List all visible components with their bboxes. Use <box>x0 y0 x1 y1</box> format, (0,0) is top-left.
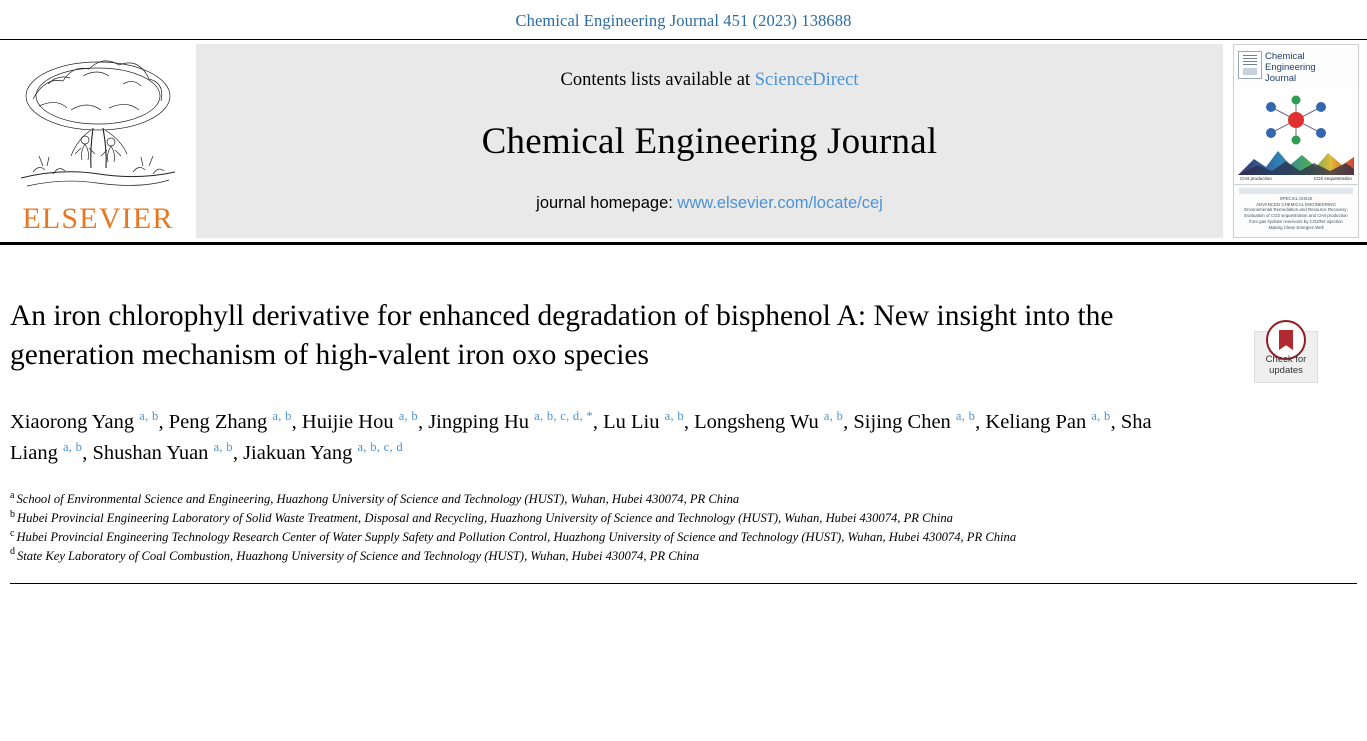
affiliation-text: School of Environmental Science and Engineering, Huazhong University of Science and Technology (HUST), Wuhan, Hubei 430074, PR China <box>16 491 740 506</box>
author-affiliation-marks: a, b <box>272 409 292 424</box>
affiliation-text: Hubei Provincial Engineering Laboratory of Solid Waste Treatment, Disposal and Recycling, Huazhong University of Science and Technology (HUST), Wuhan, Hubei 430074, PR China <box>17 510 953 525</box>
masthead-bottom-rule <box>0 242 1367 245</box>
cover-caption-left: CH4 production <box>1240 175 1272 181</box>
running-head-text: Chemical Engineering Journal 451 (2023) 138688 <box>515 11 852 30</box>
elsevier-tree-icon <box>13 54 183 204</box>
elsevier-wordmark: ELSEVIER <box>22 202 174 235</box>
journal-cover-thumbnail <box>1233 44 1359 238</box>
author-separator: , <box>1110 411 1121 434</box>
author-name: Keliang Pan $^{a, b}$ <box>985 409 1111 434</box>
author-separator: , <box>592 411 604 434</box>
crossmark-label <box>1255 355 1317 377</box>
journal-homepage-link[interactable]: www.elsevier.com/locate/cej <box>677 193 883 212</box>
author-name: Jiakuan Yang $^{a, b, c, d}$ <box>243 440 403 465</box>
cover-title <box>1265 51 1316 85</box>
author-separator: , <box>417 411 429 434</box>
author-list <box>10 407 1200 469</box>
page-title: An iron chlorophyll derivative for enhanced degradation of bisphenol A: New insight into the generation mechanism of high-valent iron oxo species <box>10 300 1114 372</box>
crossmark-box <box>1254 331 1318 383</box>
affiliation-item <box>10 510 1190 528</box>
affiliation-item <box>10 491 1190 509</box>
crossmark-label-line1: Check for <box>1265 354 1307 366</box>
author-separator: , <box>843 411 854 434</box>
affiliation-mark: b <box>10 508 15 520</box>
affiliation-text: State Key Laboratory of Coal Combustion, Huazhong University of Science and Technology (HUST), Wuhan, Hubei 430074, PR China <box>17 548 699 563</box>
author-affiliation-marks: a, b <box>62 440 83 455</box>
crossmark-badge[interactable] <box>1251 331 1321 383</box>
author-separator: , <box>158 411 169 434</box>
author-separator: , <box>291 411 302 434</box>
cover-footer-text: SPECIAL ISSUE ADVANCED CHEMICAL ENGINEERING Environmental Remediation and Resource Recovery: Evaluation of CO2 sequestration and CH4 production from gas hydrate reservoirs by CO2/N2 injection Making Clean Energies Well <box>1244 195 1348 231</box>
contents-line <box>561 70 859 91</box>
molecule-icon <box>1253 95 1339 145</box>
author-name: Longsheng Wu $^{a, b}$ <box>694 409 844 434</box>
cover-footer <box>1234 185 1358 232</box>
affiliation-item <box>10 529 1190 547</box>
sciencedirect-link[interactable]: ScienceDirect <box>754 69 859 90</box>
author-name: Sha Liang $^{a, b}$ <box>10 411 1152 465</box>
cover-footer-band <box>1239 188 1353 194</box>
affiliation-mark: c <box>10 527 15 539</box>
journal-title: Chemical Engineering Journal <box>481 120 938 162</box>
cover-header <box>1234 45 1358 85</box>
article-bottom-rule <box>10 583 1357 584</box>
cover-title-line3: Journal <box>1265 73 1297 85</box>
author-name: Shushan Yuan $^{a, b}$ <box>92 440 233 465</box>
affiliation-item <box>10 548 1190 566</box>
author-name: Sijing Chen $^{a, b}$ <box>853 409 976 434</box>
cover-title-line2: Engineering <box>1265 62 1316 74</box>
author-affiliation-marks: a, b <box>139 409 159 424</box>
author-affiliation-marks: a, b <box>398 409 418 424</box>
homepage-line <box>536 194 883 213</box>
author-affiliation-marks: a, b <box>955 409 976 424</box>
running-head <box>0 0 1367 31</box>
author-name: Lu Liu $^{a, b}$ <box>603 409 684 434</box>
cover-artwork <box>1238 89 1354 175</box>
author-name: Huijie Hou $^{a, b}$ <box>301 409 418 434</box>
cover-mountains-graphic <box>1238 145 1354 175</box>
journal-masthead <box>0 40 1367 242</box>
affiliation-mark: d <box>10 546 15 558</box>
author-affiliation-marks: a, b <box>213 440 233 455</box>
author-affiliation-marks: a, b <box>664 409 684 424</box>
author-separator: , <box>232 442 244 465</box>
author-separator: , <box>683 411 695 434</box>
article-header <box>0 297 1367 565</box>
author-affiliation-marks: a, b, c, d <box>357 440 403 455</box>
author-affiliation-marks: a, b <box>1091 409 1111 424</box>
cover-caption-right: CO2 sequestration <box>1313 175 1352 181</box>
affiliation-list <box>10 491 1190 566</box>
elsevier-logo <box>0 40 196 242</box>
author-separator: , <box>975 411 986 434</box>
author-separator: , <box>82 442 93 465</box>
author-affiliation-marks: a, b, c, d, * <box>534 409 593 424</box>
cover-badge-icon <box>1238 51 1262 79</box>
cover-title-line1: Chemical <box>1265 51 1305 62</box>
contents-prefix: Contents lists available at <box>560 69 755 90</box>
affiliation-mark: a <box>10 489 15 501</box>
author-affiliation-marks: a, b <box>823 409 844 424</box>
affiliation-text: Hubei Provincial Engineering Technology Research Center of Water Supply Safety and Pollution Control, Huazhong University of Science and Technology (HUST), Wuhan, Hubei 430074, PR China <box>16 529 1017 544</box>
cover-caption <box>1234 175 1358 181</box>
author-name: Peng Zhang $^{a, b}$ <box>168 409 292 434</box>
masthead-center <box>196 44 1223 238</box>
homepage-prefix: journal homepage: <box>536 193 678 212</box>
author-name: Jingping Hu $^{a, b, c, d, *}$ <box>428 409 593 434</box>
bookmark-icon <box>1279 330 1293 350</box>
author-name: Xiaorong Yang $^{a, b}$ <box>10 409 159 434</box>
crossmark-label-line2: updates <box>1269 365 1303 377</box>
